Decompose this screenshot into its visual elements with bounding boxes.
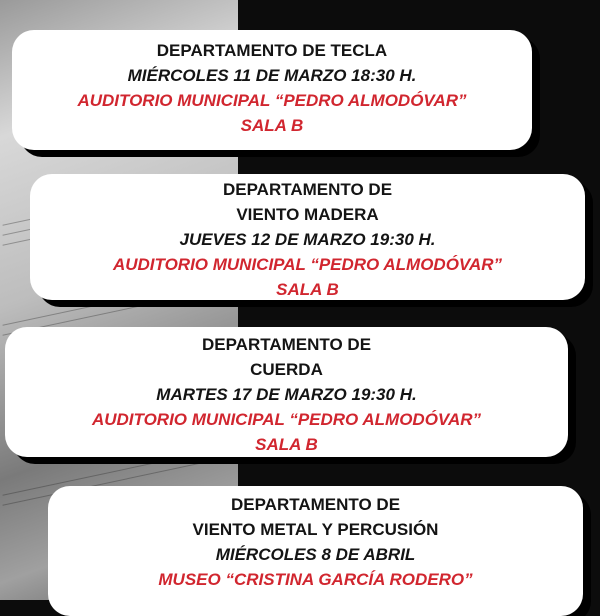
event-card-cuerda — [5, 327, 568, 457]
event-title: DEPARTAMENTO DE — [230, 495, 401, 514]
event-date: MARTES 17 DE MARZO 19:30 H. — [156, 385, 417, 404]
event-card-tecla — [12, 30, 532, 150]
event-card-viento-madera — [30, 174, 585, 300]
event-card-viento-metal — [48, 486, 583, 616]
event-room: SALA B — [255, 435, 318, 454]
event-title: CUERDA — [250, 360, 323, 379]
event-title: VIENTO MADERA — [236, 205, 379, 224]
event-venue: AUDITORIO MUNICIPAL “PEDRO ALMODÓVAR” — [77, 91, 467, 110]
event-venue: AUDITORIO MUNICIPAL “PEDRO ALMODÓVAR” — [91, 410, 482, 429]
event-room: SALA B — [276, 280, 339, 299]
event-title: DEPARTAMENTO DE — [222, 180, 393, 199]
event-title: DEPARTAMENTO DE — [201, 335, 372, 354]
event-date: MIÉRCOLES 8 DE ABRIL — [215, 545, 416, 564]
event-room: SALA B — [240, 116, 304, 135]
event-date: MIÉRCOLES 11 DE MARZO 18:30 H. — [127, 66, 417, 85]
event-venue: MUSEO “CRISTINA GARCÍA RODERO” — [158, 570, 473, 589]
event-date: JUEVES 12 DE MARZO 19:30 H. — [179, 230, 436, 249]
event-title: DEPARTAMENTO DE TECLA — [156, 41, 388, 60]
event-title: VIENTO METAL Y PERCUSIÓN — [192, 520, 439, 539]
event-venue: AUDITORIO MUNICIPAL “PEDRO ALMODÓVAR” — [112, 255, 503, 274]
